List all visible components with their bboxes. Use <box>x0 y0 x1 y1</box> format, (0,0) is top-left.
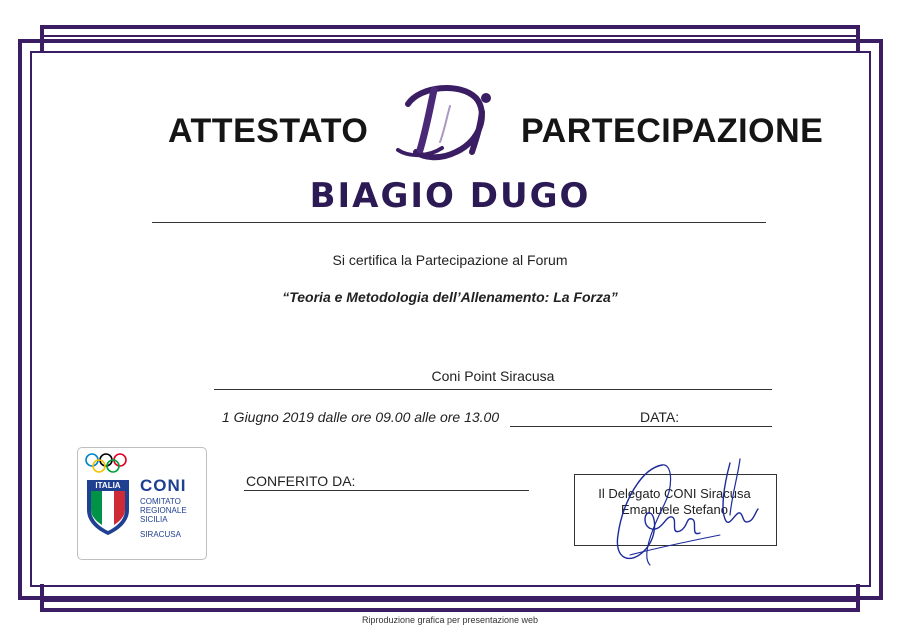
logo-brand: CONI <box>140 476 187 495</box>
recipient-underline <box>152 222 766 223</box>
venue-underline <box>214 389 772 390</box>
conferred-underline <box>244 490 529 491</box>
event-date: 1 Giugno 2019 dalle ore 09.00 alle ore 13.00 <box>222 409 500 425</box>
conferred-label: CONFERITO DA: <box>246 473 356 489</box>
signer-role: Il Delegato CONI Siracusa <box>598 486 751 501</box>
logo-line1: COMITATO <box>140 497 181 506</box>
logo-country: ITALIA <box>95 481 121 490</box>
footer-note: Riproduzione grafica per presentazione web <box>361 615 539 625</box>
handwritten-signature <box>600 455 770 575</box>
di-ornament <box>390 76 500 166</box>
certify-line: Si certifica la Partecipazione al Forum <box>332 252 568 268</box>
title-attestato: ATTESTATO <box>168 112 369 150</box>
signer-name: Emanuele Stefano <box>621 502 728 517</box>
date-underline <box>510 426 772 427</box>
forum-title: “Teoria e Metodologia dell’Allenamento: La Forza” <box>282 289 618 305</box>
olympic-rings-icon <box>84 452 134 476</box>
recipient-name: BIAGIO DUGO <box>309 176 591 216</box>
date-label: DATA: <box>640 409 680 425</box>
title-partecipazione: PARTECIPAZIONE <box>521 112 824 150</box>
venue: Coni Point Siracusa <box>431 368 555 384</box>
logo-line2: REGIONALE <box>140 506 187 515</box>
coni-logo <box>77 447 207 560</box>
logo-city: SIRACUSA <box>140 530 181 539</box>
logo-line3: SICILIA <box>140 515 168 524</box>
